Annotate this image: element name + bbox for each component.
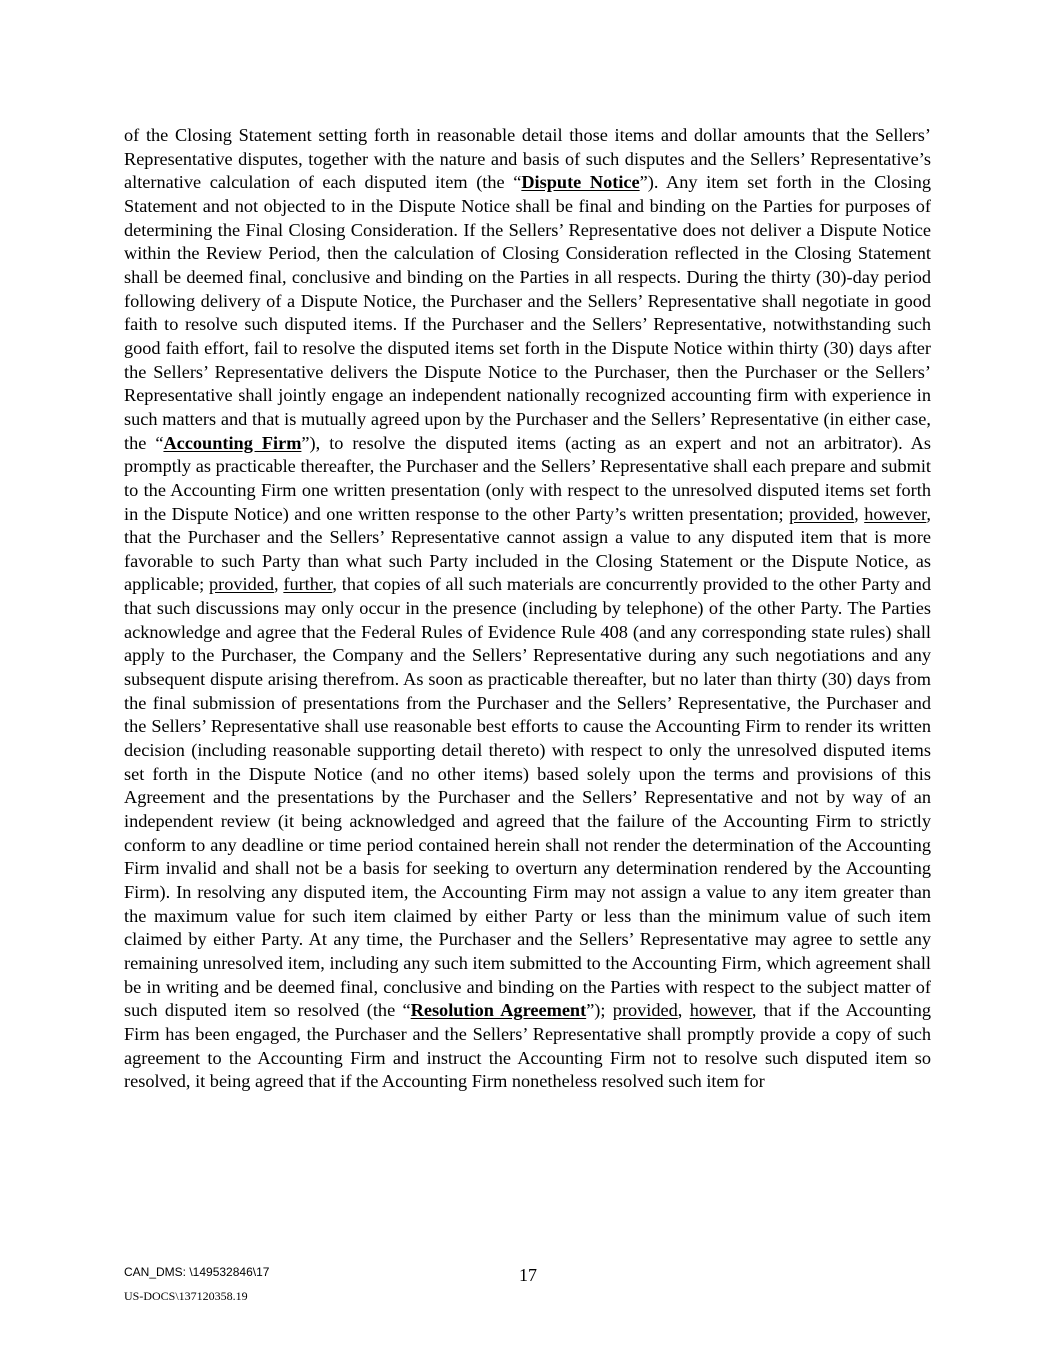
footer-document-id-primary: CAN_DMS: \149532846\17 [124,1265,270,1279]
underlined-word: provided [209,574,274,595]
text-run: ”), to resolve the disputed items (acting as an expert and not an arbitrator). As promptly as practicable thereafter, the Purchaser and the Sellers’ Representative shall each prepare and submit to the Accounting Firm one written presentation (only with respect to the unresolved disputed items set forth in the Dispute Notice) and one written response to the other Party’s written presentation; [124,432,931,524]
footer-document-id-secondary: US-DOCS\137120358.19 [124,1289,248,1303]
defined-term-accounting-firm: Accounting Firm [163,432,302,453]
text-run: , that the Purchaser and the Sellers’ Representative cannot assign a value to any disputed item that is more favorable to such Party than what such Party included in the Closing Statement or the Dispute Notice, as applicable; [124,503,931,595]
text-run: , [273,574,284,595]
defined-term-resolution-agreement: Resolution Agreement [410,1000,587,1021]
text-run: of the Closing Statement setting forth in reasonable detail those items and dollar amounts that the Sellers’ Representative disputes, together with the nature and basis of such disputes and the Sellers’ Representative’s alternative calculation of each disputed item (the “ [124,125,931,193]
text-run: , that if the Accounting Firm has been engaged, the Purchaser and the Sellers’ Representative shall promptly provide a copy of such agreement to the Accounting Firm and instruct the Accounting Firm not to resolve such disputed item so resolved, it being agreed that if the Accounting Firm nonetheless resolved such item for [124,1000,931,1092]
text-run: ”); [586,1000,613,1021]
underlined-word: however [689,1000,752,1021]
body-paragraph [124,124,931,1094]
underlined-word: provided [612,1000,678,1021]
underlined-word: however [864,503,927,524]
text-run: , [854,503,865,524]
underlined-word: further [283,574,333,595]
page-number: 17 [519,1265,537,1285]
underlined-word: provided [789,503,855,524]
text-run: ”). Any item set forth in the Closing Statement and not objected to in the Dispute Notice shall be final and binding on the Parties for purposes of determining the Final Closing Consideration. If the Sellers’ Representative does not deliver a Dispute Notice within the Review Period, then the calculation of Closing Consideration reflected in the Closing Statement shall be deemed final, conclusive and binding on the Parties in all respects. During the thirty (30)-day period following delivery of a Dispute Notice, the Purchaser and the Sellers’ Representative shall negotiate in good faith to resolve such disputed items. If the Purchaser and the Sellers’ Representative, notwithstanding such good faith effort, fail to resolve the disputed items set forth in the Dispute Notice within thirty (30) days after the Sellers’ Representative delivers the Dispute Notice to the Purchaser, then the Purchaser or the Sellers’ Representative shall jointly engage an independent nationally recognized accounting firm with experience in such matters and that is mutually agreed upon by the Purchaser and the Sellers’ Representative (in either case, the “ [124,172,931,453]
text-run: , that copies of all such materials are concurrently provided to the other Party and that such discussions may only occur in the presence (including by telephone) of the other Party. The Parties acknowledge and agree that the Federal Rules of Evidence Rule 408 (and any corresponding state rules) shall apply to the Purchaser, the Company and the Sellers’ Representative during any such negotiations and any subsequent dispute arising therefrom. As soon as practicable thereafter, but no later than thirty (30) days from the final submission of presentations from the Purchaser and the Sellers’ Representative, the Purchaser and the Sellers’ Representative shall use reasonable best efforts to cause the Accounting Firm to render its written decision (including reasonable supporting detail thereto) with respect to only the unresolved disputed items set forth in the Dispute Notice (and no other items) based solely upon the terms and provisions of this Agreement and the presentations by the Purchaser and the Sellers’ Representative and not by way of an independent review (it being acknowledged and agreed that the failure of the Accounting Firm to strictly conform to any deadline or time period contained herein shall not render the determination of the Accounting Firm invalid and shall not be a basis for seeking to overturn any determination rendered by the Accounting Firm). In resolving any disputed item, the Accounting Firm may not assign a value to any item greater than the maximum value for such item claimed by either Party or less than the minimum value of such item claimed by either Party. At any time, the Purchaser and the Sellers’ Representative may agree to settle any remaining unresolved item, including any such item submitted to the Accounting Firm, which agreement shall be in writing and be deemed final, conclusive and binding on the Parties with respect to the subject matter of such disputed item so resolved (the “ [124,574,932,1021]
defined-term-dispute-notice: Dispute Notice [521,172,640,193]
text-run: , [677,1000,690,1021]
